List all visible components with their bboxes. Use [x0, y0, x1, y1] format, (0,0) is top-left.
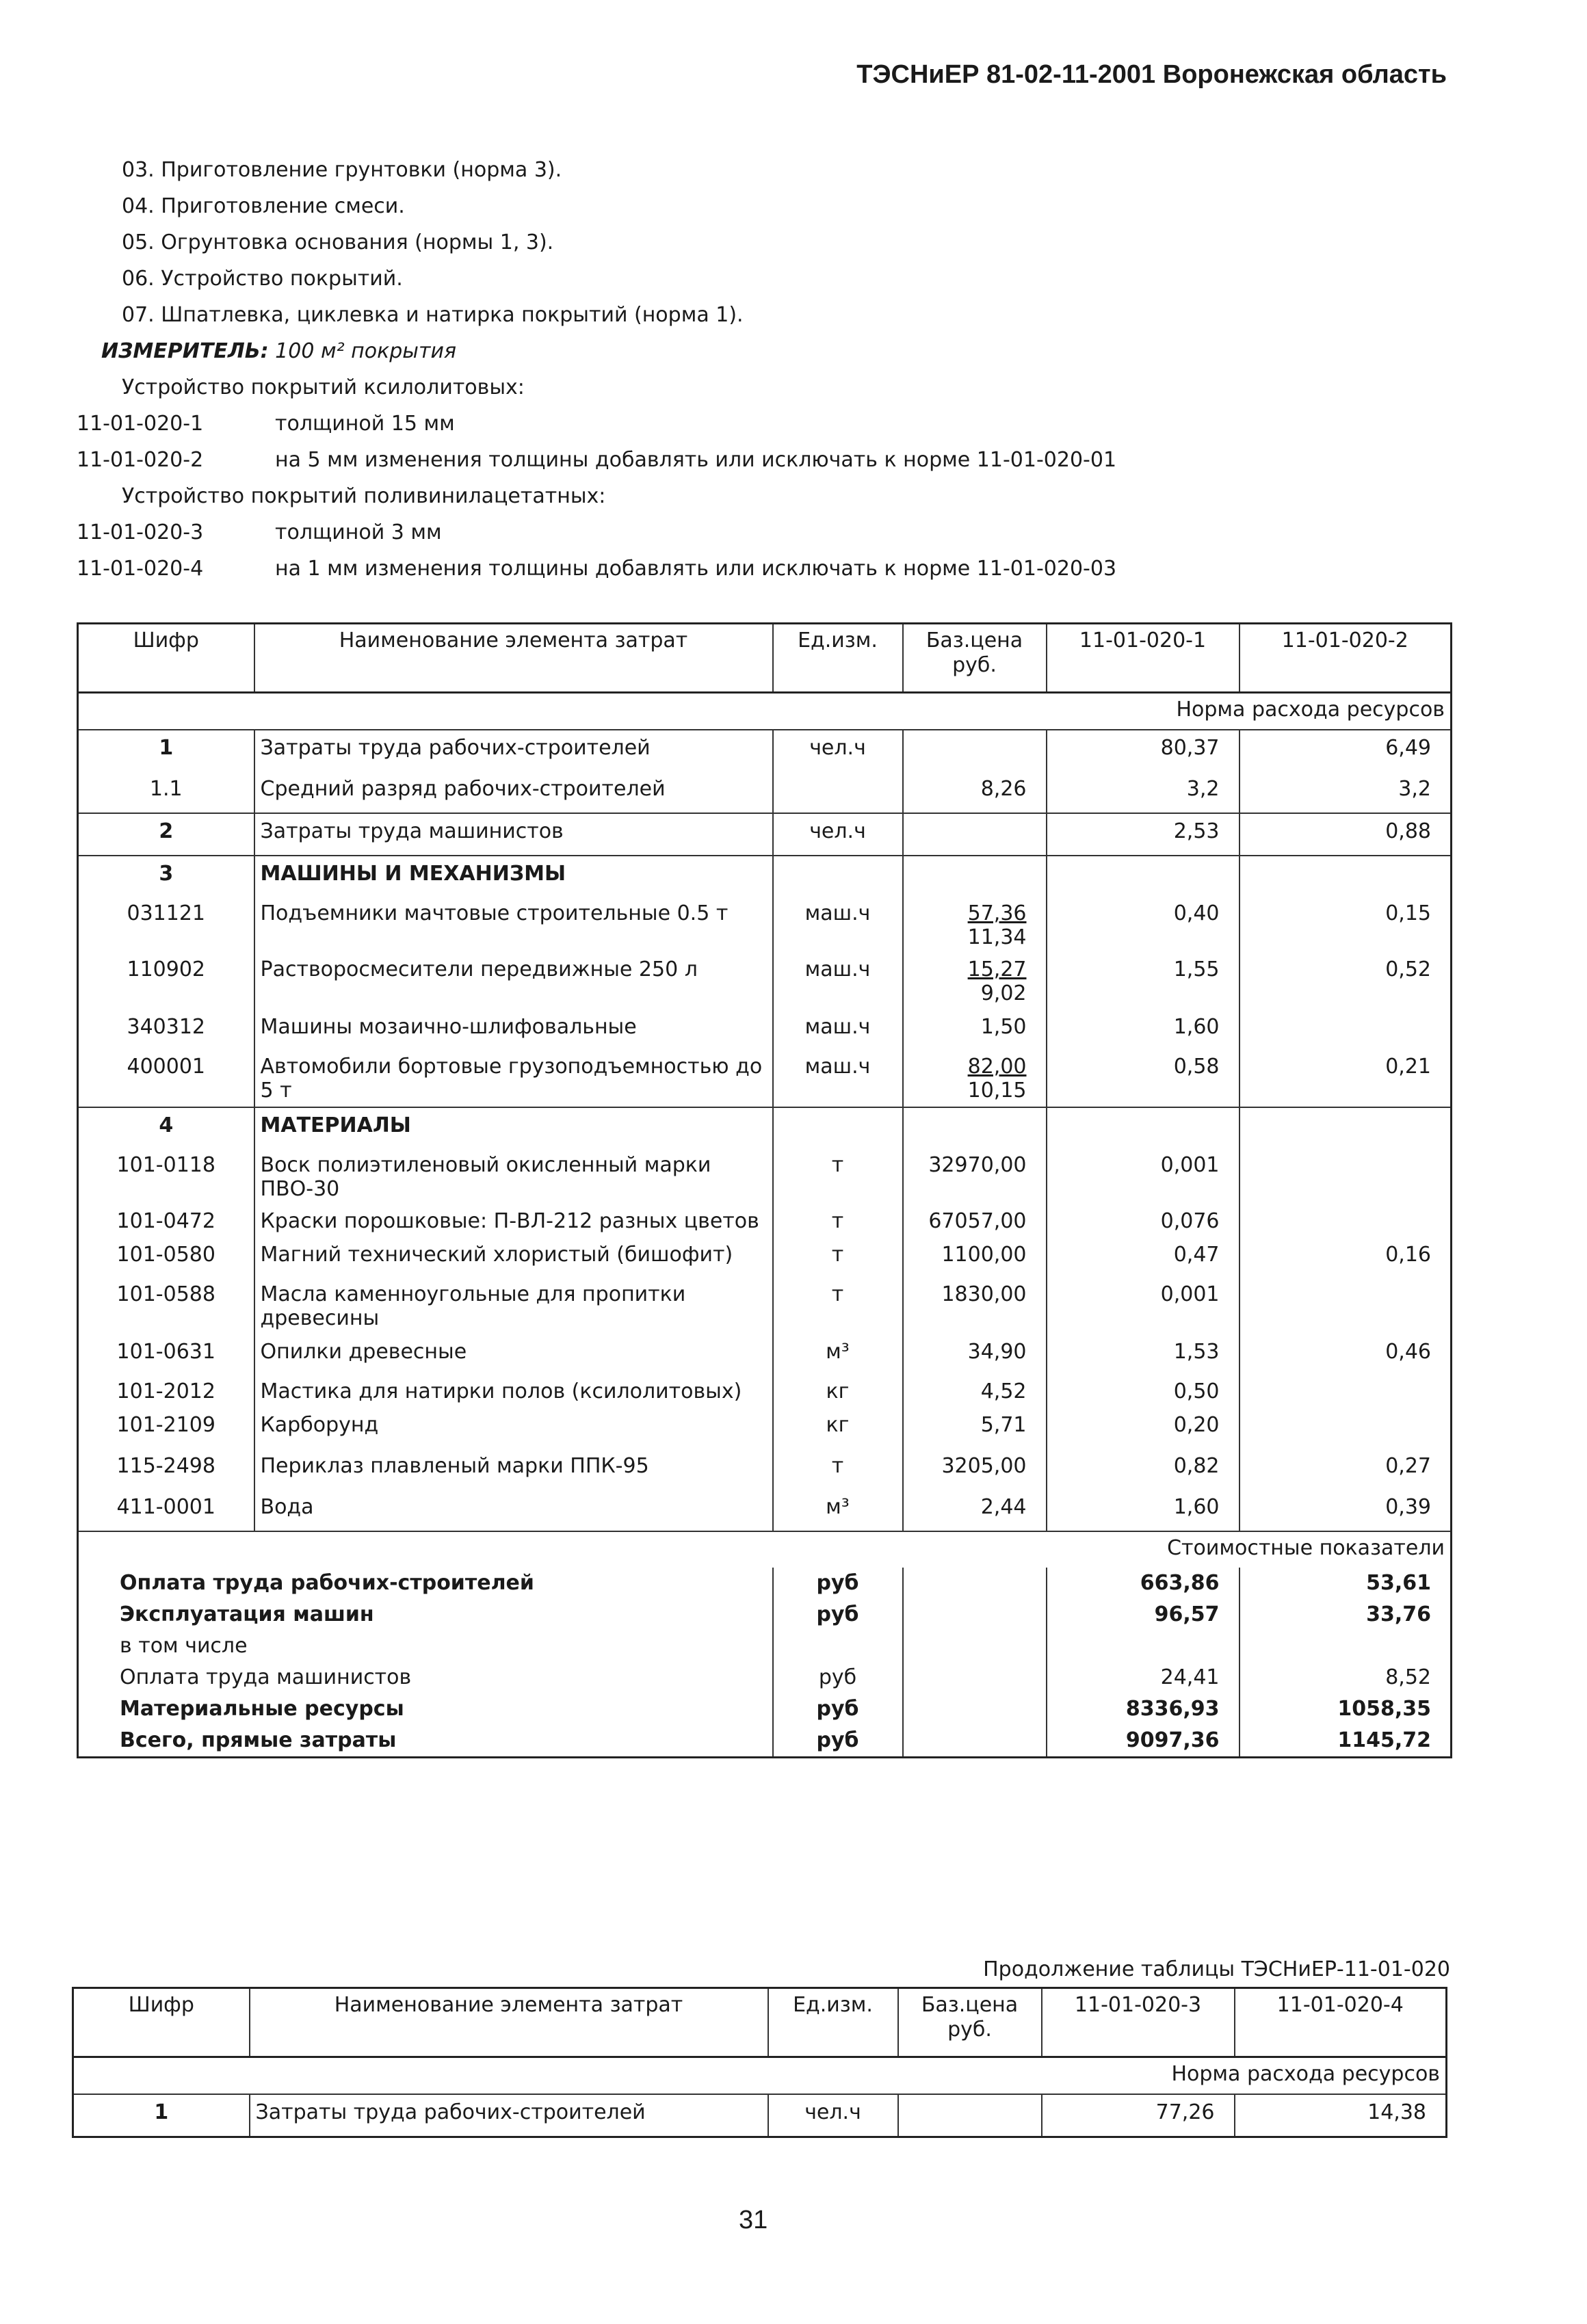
document-header-title: ТЭСНиЕР 81-02-11-2001 Воронежская область [856, 60, 1447, 89]
header-col2: 11-01-020-4 [1235, 1988, 1447, 2057]
operation-item: 04. Приготовление смеси. [122, 194, 405, 218]
norm-code-line [77, 514, 1445, 551]
intro-section [77, 152, 1445, 587]
section-row: 3 МАШИНЫ И МЕХАНИЗМЫ [78, 856, 1452, 897]
header-name: Наименование элемента затрат [254, 624, 773, 693]
norm-description: на 5 мм изменения толщины добавлять или исключать к норме 11-01-020-01 [275, 448, 1117, 472]
operation-item: 03. Приготовление грунтовки (норма 3). [122, 158, 562, 182]
header-unit: Ед.изм. [768, 1988, 898, 2057]
cost-row: Всего, прямые затраты руб 9097,36 1145,72 [78, 1725, 1452, 1758]
section-row: 4 МАТЕРИАЛЫ [78, 1107, 1452, 1149]
cost-label: Стоимостные показатели [78, 1531, 1452, 1568]
norm-code: 11-01-020-1 [77, 412, 204, 436]
table-row: 101-2012 Мастика для натирки полов (ксилолитовых) кг 4,52 0,50 [78, 1375, 1452, 1408]
cost-label-row [78, 1531, 1452, 1568]
page-number: 31 [739, 2206, 768, 2234]
measure-value: 100 м² покрытия [275, 339, 456, 363]
table-row: 1 Затраты труда рабочих-строителей чел.ч 80,37 6,49 [78, 730, 1452, 771]
measure-line [77, 333, 1445, 369]
header-col1: 11-01-020-1 [1047, 624, 1240, 693]
norm-label-row [73, 2057, 1447, 2095]
table-row: 115-2498 Периклаз плавленый марки ППК-95 т 3205,00 0,82 0,27 [78, 1449, 1452, 1490]
norm-description: толщиной 3 мм [275, 520, 442, 544]
table-row: 340312 Машины мозаично-шлифовальные маш.ч 1,50 1,60 [78, 1009, 1452, 1051]
table-row: 2 Затраты труда машинистов чел.ч 2,53 0,88 [78, 813, 1452, 856]
table-header-row [78, 624, 1452, 693]
table-row: 101-0588 Масла каменноугольные для пропитки древесины т 1830,00 0,001 [78, 1278, 1452, 1334]
measure-label: ИЗМЕРИТЕЛЬ: [101, 339, 269, 363]
table-row: 101-0580 Магний технический хлористый (бишофит) т 1100,00 0,47 0,16 [78, 1237, 1452, 1278]
norm-code-line [77, 442, 1445, 478]
table-row: 031121 Подъемники мачтовые строительные 0.5 т маш.ч 57,36 11,34 0,40 0,15 [78, 897, 1452, 953]
cost-row: в том числе [78, 1630, 1452, 1662]
operation-item: 05. Огрунтовка основания (нормы 1, 3). [122, 230, 554, 254]
table-row: 101-0472 Краски порошковые: П-ВЛ-212 разных цветов т 67057,00 0,076 [78, 1205, 1452, 1237]
table-row: 400001 Автомобили бортовые грузоподъемностью до 5 т маш.ч 82,00 10,15 0,58 0,21 [78, 1051, 1452, 1107]
cost-row: Оплата труда рабочих-строителей руб 663,86 53,61 [78, 1568, 1452, 1599]
header-code: Шифр [73, 1988, 250, 2057]
operation-item: 06. Устройство покрытий. [122, 267, 403, 291]
header-unit: Ед.изм. [773, 624, 903, 693]
norm-code: 11-01-020-4 [77, 557, 204, 581]
header-code: Шифр [78, 624, 254, 693]
header-price: Баз.цена руб. [903, 624, 1047, 693]
table-row: 101-2109 Карборунд кг 5,71 0,20 [78, 1408, 1452, 1449]
table-header-row [73, 1988, 1447, 2057]
resource-table [77, 622, 1452, 1758]
table-row: 101-0631 Опилки древесные м³ 34,90 1,53 0,46 [78, 1334, 1452, 1375]
norm-label-row [78, 693, 1452, 730]
norm-description: толщиной 15 мм [275, 412, 455, 436]
table-row: 110902 Растворосмесители передвижные 250 л маш.ч 15,27 9,02 1,55 0,52 [78, 953, 1452, 1009]
resource-table-continuation [72, 1987, 1447, 2138]
norm-description: на 1 мм изменения толщины добавлять или исключать к норме 11-01-020-03 [275, 557, 1117, 581]
norm-code: 11-01-020-3 [77, 520, 204, 544]
table-row: 1.1 Средний разряд рабочих-строителей 8,26 3,2 3,2 [78, 771, 1452, 813]
header-price: Баз.цена руб. [898, 1988, 1042, 2057]
cost-row: Материальные ресурсы руб 8336,93 1058,35 [78, 1693, 1452, 1725]
norm-code-line [77, 551, 1445, 587]
norm-code-line [77, 406, 1445, 442]
norm-label: Норма расхода ресурсов [73, 2057, 1447, 2095]
norm-code: 11-01-020-2 [77, 448, 204, 472]
continuation-caption: Продолжение таблицы ТЭСНиЕР-11-01-020 [983, 1957, 1450, 1981]
header-col2: 11-01-020-2 [1240, 624, 1452, 693]
table-row: 101-0118 Воск полиэтиленовый окисленный марки ПВО-30 т 32970,00 0,001 [78, 1149, 1452, 1205]
operation-item: 07. Шпатлевка, циклевка и натирка покрытий (норма 1). [122, 303, 744, 327]
group-title: Устройство покрытий ксилолитовых: [122, 375, 525, 399]
header-col1: 11-01-020-3 [1042, 1988, 1235, 2057]
table-row: 1 Затраты труда рабочих-строителей чел.ч 77,26 14,38 [73, 2094, 1447, 2137]
cost-row: Эксплуатация машин руб 96,57 33,76 [78, 1599, 1452, 1630]
table-row: 411-0001 Вода м³ 2,44 1,60 0,39 [78, 1490, 1452, 1531]
norm-label: Норма расхода ресурсов [78, 693, 1452, 730]
header-name: Наименование элемента затрат [250, 1988, 768, 2057]
cost-row: Оплата труда машинистов руб 24,41 8,52 [78, 1662, 1452, 1693]
group-title: Устройство покрытий поливинилацетатных: [122, 484, 606, 508]
